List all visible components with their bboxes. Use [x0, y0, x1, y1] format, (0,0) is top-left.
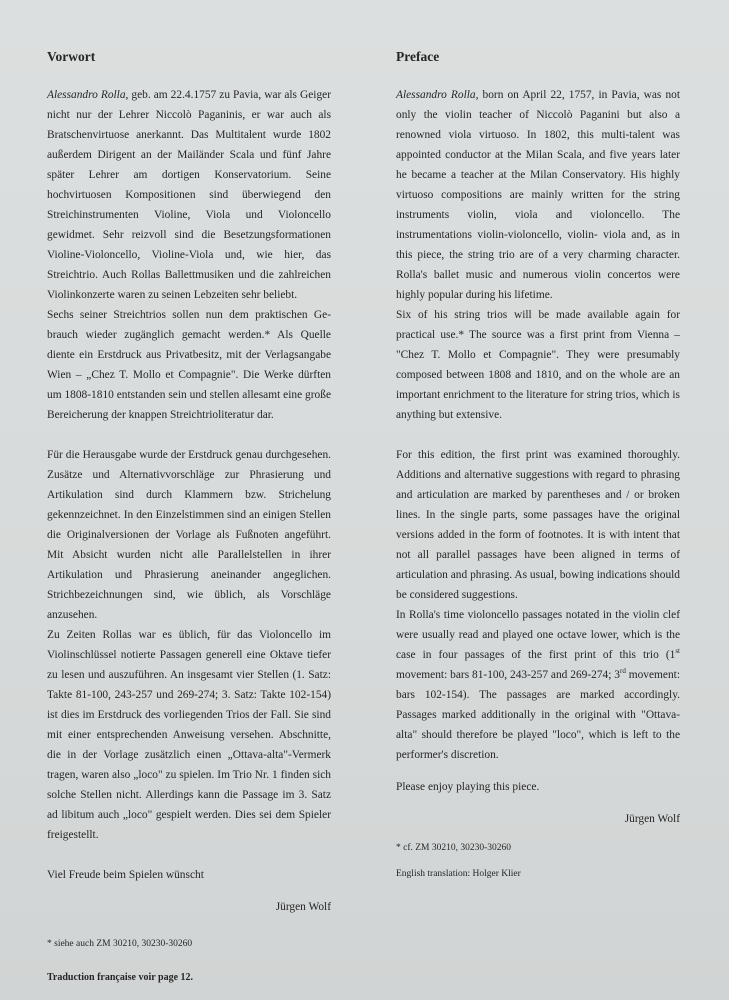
vorwort-paragraph-1-text: geb. am 22.4.1757 zu Pavia, war als Geiger nicht nur der Lehrer Niccolò Paganinis, er war auch als Bratschenvirtuose anerkannt. Das Multitalent wurde 1802 außerdem Dirigent an der Mailänder Scala und fünf Jahre später Lehrer am dortigen Konservatorium. Seine hochvirtuosen Kompositionen sind überwiegend den Streichinstrumenten Violine, Viola und Violoncello gewidmet. Sehr reizvoll sind die Besetzungsformationen Violine-Violoncello, Violine-Viola und, wie hier, das Streichtrio. Auch Rollas Ballettmusiken und die zahlreichen Violinkonzerte waren zu seinen Lebzeiten sehr beliebt. — [47, 89, 331, 301]
preface-paragraph-1 — [396, 85, 680, 305]
vorwort-paragraph-2: Sechs seiner Streichtrios sollen nun dem praktischen Ge-brauch wieder zugänglich gemacht werden.* Als Quelle diente ein Erstdruck aus Privatbesitz, mit der Verlagsangabe Wien – „Chez T. Mollo et Compagnie". Die Werke dürften um 1808-1810 entstanden sein und stellen allesamt eine große Bereicherung der knappen Streichtrioliteratur dar. — [47, 309, 331, 421]
vorwort-paragraph-3: Für die Herausgabe wurde der Erstdruck genau durchgesehen. Zusätze und Alternativvorschläge zur Phrasierung und Artikulation sind durch Klammern bzw. Strichelung gekennzeichnet. In den Einzelstimmen sind an einigen Stellen die Originalversionen der Vorlage als Fußnoten angeführt. Mit Absicht wurden nicht alle Parallelstellen in ihrer Artikulation und Phrasierung aneinander angeglichen. Strichbezeichnungen sind, wie üblich, als Vorschläge anzusehen. — [47, 449, 331, 621]
vorwort-closing: Viel Freude beim Spielen wünscht — [47, 869, 204, 881]
preface-heading: Preface — [396, 49, 440, 64]
superscript-rd: rd — [620, 667, 626, 676]
vorwort-composer-name: Alessandro Rolla, — [47, 89, 129, 101]
preface-paragraph-4-part-b: movement: bars 81-100, 243-257 and 269-274; 3 — [396, 669, 620, 681]
preface-paragraph-2: Six of his string trios will be made available again for practical use.* The source was a first print from Vienna – "Chez T. Mollo et Compagnie". They were presumably composed between 1808 and 1810, and on the whole are an important enrichment to the literature for string trios, which is anything but extensive. — [396, 309, 680, 421]
translation-credit: English translation: Holger Klier — [396, 869, 521, 879]
preface-paragraph-4-part-c: movement: bars 102-154). The passages are marked accordingly. Passages marked additionally in the original with "Ottava-alta" should therefore be played "loco", which is left to the performer's discretion. — [396, 669, 680, 761]
preface-paragraph-4 — [396, 605, 680, 765]
french-translation-note: Traduction française voir page 12. — [47, 972, 194, 983]
vorwort-signature: Jürgen Wolf — [275, 901, 331, 913]
vorwort-heading: Vorwort — [47, 49, 96, 64]
vorwort-paragraph-1 — [47, 85, 331, 305]
preface-paragraph-1-text: born on April 22, 1757, in Pavia, was not only the violin teacher of Niccolò Paganini but also a renowned viola virtuoso. In 1802, this multi-talent was appointed conductor at the Milan Scala, and five years later he became a teacher at the Milan Conservatory. His highly virtuoso compositions are mainly written for the string instruments violin, viola and violoncello. The instrumentations violin-violoncello, violin- viola and, as in this piece, the string trio are of a very charming character. Rolla's ballet music and numerous violin concertos were highly popular during his lifetime. — [396, 89, 680, 301]
preface-paragraph-4-part-a: In Rolla's time violoncello passages notated in the violin clef were usually read and played one octave lower, which is the case in four passages of the first print of this trio (1 — [396, 609, 680, 661]
superscript-st: st — [675, 647, 680, 656]
vorwort-footnote: * siehe auch ZM 30210, 30230-30260 — [47, 939, 193, 949]
preface-paragraph-3: For this edition, the first print was examined thoroughly. Additions and alternative suggestions with regard to phrasing and articulation are marked by parentheses and / or broken lines. In the single parts, some passages have the original versions added in the form of footnotes. It is with intent that not all parallel passages have been aligned in terms of articulation and phrasing. As usual, bowing indications should be considered suggestions. — [396, 449, 680, 601]
preface-column — [396, 48, 680, 881]
vorwort-column — [47, 48, 331, 985]
preface-signature: Jürgen Wolf — [624, 813, 680, 825]
preface-footnote: * cf. ZM 30210, 30230-30260 — [396, 843, 512, 853]
preface-composer-name: Alessandro Rolla, — [396, 89, 479, 101]
preface-closing: Please enjoy playing this piece. — [396, 781, 540, 793]
vorwort-paragraph-4: Zu Zeiten Rollas war es üblich, für das Violoncello im Violinschlüssel notierte Passagen generell eine Oktave tiefer zu lesen und auszuführen. An insgesamt vier Stellen (1. Satz: Takte 81-100, 243-257 und 269-274; 3. Satz: Takte 102-154) ist dies im Erstdruck des vorliegenden Trios der Fall. Sie sind mit einer entsprechenden Anweisung versehen. Abschnitte, die in der Vorlage zusätzlich einen „Ottava-alta"-Vermerk tragen, waren also „loco" zu spielen. Im Trio Nr. 1 finden sich solche Stellen nicht. Allerdings kann die Passage im 3. Satz ad libitum auch „loco" gespielt werden. Dies sei dem Spieler freigestellt. — [47, 629, 331, 841]
